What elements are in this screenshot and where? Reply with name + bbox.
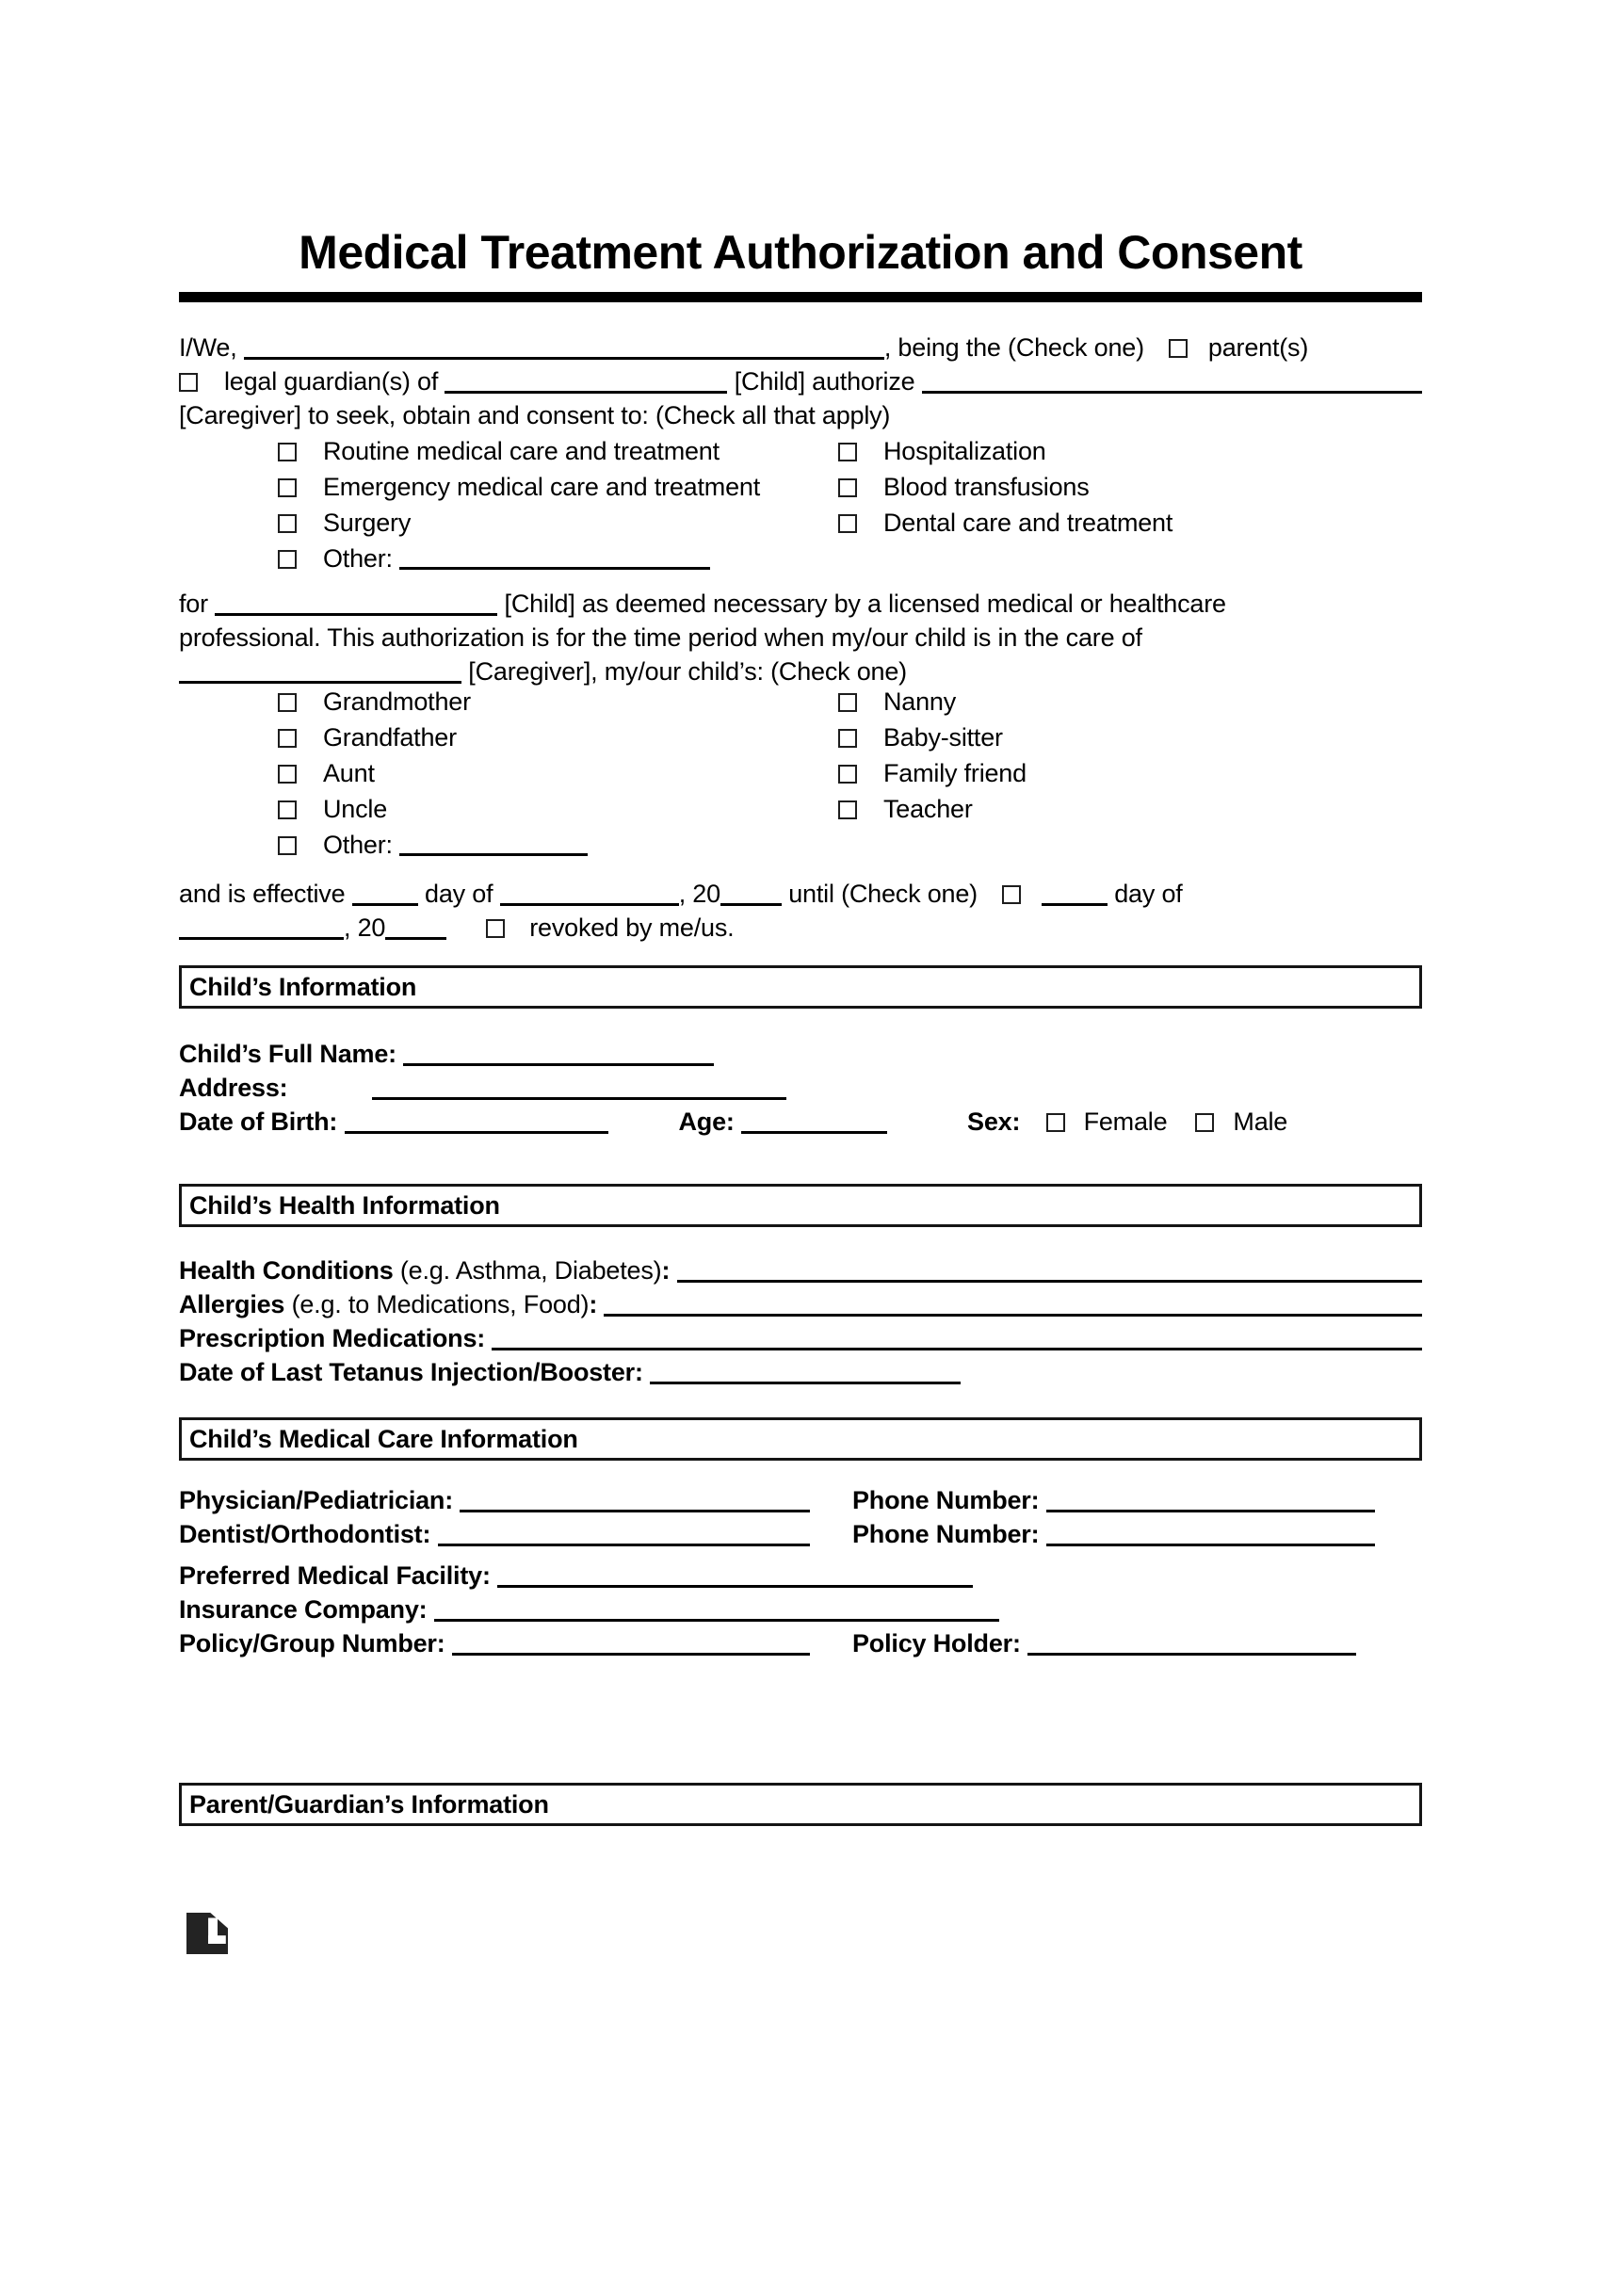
for-word: for xyxy=(179,590,216,618)
dentist-phone-group xyxy=(852,1517,1422,1551)
checkbox-dental-care[interactable] xyxy=(838,514,857,533)
address-label: Address: xyxy=(179,1074,288,1102)
policy-holder-blank[interactable] xyxy=(1027,1634,1356,1656)
dentist-row xyxy=(179,1517,1422,1551)
checkbox-surgery[interactable] xyxy=(278,514,297,533)
checkbox-male[interactable] xyxy=(1195,1113,1214,1132)
physician-group xyxy=(179,1483,852,1517)
checkbox-nanny[interactable] xyxy=(838,693,857,712)
consent-empty-cell xyxy=(838,547,1422,570)
facility-row xyxy=(179,1559,1422,1593)
medications-label: Prescription Medications: xyxy=(179,1324,493,1352)
blood-transfusions-label: Blood transfusions xyxy=(883,473,1090,501)
page-title: Medical Treatment Authorization and Consent xyxy=(299,226,1302,279)
relation-empty-cell xyxy=(838,833,1422,856)
checkbox-revoked[interactable] xyxy=(486,919,505,938)
effective-text: and is effective xyxy=(179,880,352,908)
dentist-label: Dentist/Orthodontist: xyxy=(179,1520,438,1548)
physician-phone-group xyxy=(852,1483,1422,1517)
effective-month-blank[interactable] xyxy=(500,884,679,906)
until-year-blank[interactable] xyxy=(385,918,446,940)
checkbox-legal-guardians[interactable] xyxy=(179,373,198,392)
intro-line-1 xyxy=(179,331,1422,364)
hospitalization-label: Hospitalization xyxy=(883,437,1046,465)
checkbox-family-friend[interactable] xyxy=(838,765,857,784)
legal-templates-logo xyxy=(186,1913,228,1954)
effective-year-blank[interactable] xyxy=(720,884,782,906)
caregiver-consent-text: [Caregiver] to seek, obtain and consent to: (Check all that apply) xyxy=(179,401,891,429)
policy-holder-group xyxy=(852,1626,1422,1660)
for-line-3 xyxy=(179,655,1422,688)
tetanus-blank[interactable] xyxy=(650,1363,961,1384)
footer-logo-container xyxy=(186,1913,1422,1961)
checkbox-emergency-care[interactable] xyxy=(278,478,297,497)
allergies-label: Allergies xyxy=(179,1290,285,1318)
dentist-blank[interactable] xyxy=(438,1525,810,1546)
medical-care-header-label: Child’s Medical Care Information xyxy=(189,1424,578,1453)
allergies-row xyxy=(179,1287,1422,1321)
relation-grandmother xyxy=(278,687,838,716)
policy-row xyxy=(179,1626,1422,1660)
parent-names-blank[interactable] xyxy=(244,338,884,360)
grandmother-label: Grandmother xyxy=(323,687,471,716)
dentist-phone-blank[interactable] xyxy=(1046,1525,1375,1546)
age-label: Age: xyxy=(678,1108,742,1136)
effective-paragraph xyxy=(179,877,1422,945)
health-info-fields xyxy=(179,1253,1422,1389)
policy-number-group xyxy=(179,1626,852,1660)
health-conditions-row xyxy=(179,1253,1422,1287)
effective-line-1 xyxy=(179,877,1422,911)
physician-phone-blank[interactable] xyxy=(1046,1491,1375,1512)
medications-blank[interactable] xyxy=(492,1329,1422,1350)
relation-grandfather xyxy=(278,723,838,752)
dental-care-label: Dental care and treatment xyxy=(883,509,1173,537)
checkbox-babysitter[interactable] xyxy=(838,729,857,748)
consent-option-routine xyxy=(278,437,838,465)
babysitter-label: Baby-sitter xyxy=(883,723,1003,752)
section-header-medical-care xyxy=(179,1417,1422,1461)
physician-row xyxy=(179,1483,1422,1517)
tetanus-label: Date of Last Tetanus Injection/Booster: xyxy=(179,1358,651,1386)
relation-babysitter xyxy=(838,723,1422,752)
intro-line-3 xyxy=(179,398,1422,432)
for-line3-text: [Caregiver], my/our child’s: (Check one) xyxy=(461,657,907,686)
dentist-phone-label: Phone Number: xyxy=(852,1520,1046,1548)
relation-family-friend xyxy=(838,759,1422,787)
intro-iwe-text: I/We, xyxy=(179,333,244,362)
child-authorize-text: [Child] authorize xyxy=(727,367,922,396)
facility-blank[interactable] xyxy=(497,1566,973,1588)
effective-line-2 xyxy=(179,911,1422,945)
insurance-blank[interactable] xyxy=(434,1600,999,1622)
intro-line-2 xyxy=(179,364,1422,398)
consent-option-surgery xyxy=(278,509,838,537)
relation-aunt xyxy=(278,759,838,787)
policy-holder-label: Policy Holder: xyxy=(852,1629,1028,1657)
checkbox-grandfather[interactable] xyxy=(278,729,297,748)
facility-label: Preferred Medical Facility: xyxy=(179,1561,498,1590)
dob-row xyxy=(179,1105,1422,1139)
policy-number-label: Policy/Group Number: xyxy=(179,1629,452,1657)
emergency-care-label: Emergency medical care and treatment xyxy=(323,473,761,501)
checkbox-until-date[interactable] xyxy=(1002,885,1021,904)
address-blank[interactable] xyxy=(372,1078,786,1100)
consent-other-blank[interactable] xyxy=(399,548,710,570)
relation-nanny xyxy=(838,687,1422,716)
section-header-child-info xyxy=(179,965,1422,1009)
tetanus-row xyxy=(179,1355,1422,1389)
physician-label: Physician/Pediatrician: xyxy=(179,1486,461,1514)
section-header-parent-info xyxy=(179,1783,1422,1826)
consent-option-dental xyxy=(838,509,1422,537)
for-child-name-blank[interactable] xyxy=(215,594,497,616)
uncle-label: Uncle xyxy=(323,795,388,823)
section-header-health-info xyxy=(179,1184,1422,1227)
for-line-2 xyxy=(179,621,1422,655)
checkbox-grandmother[interactable] xyxy=(278,693,297,712)
consent-option-other xyxy=(278,544,838,573)
relation-uncle xyxy=(278,795,838,823)
comma-20-text-1: , 20 xyxy=(678,880,720,908)
consent-option-blood xyxy=(838,473,1422,501)
intro-paragraph xyxy=(179,331,1422,432)
health-conditions-colon: : xyxy=(661,1256,677,1285)
until-month-blank[interactable] xyxy=(179,918,344,940)
consent-option-hospitalization xyxy=(838,437,1422,465)
relations-list xyxy=(278,687,1422,859)
parents-option-label: parent(s) xyxy=(1207,333,1309,362)
checkbox-relation-other[interactable] xyxy=(278,836,297,855)
checkbox-aunt[interactable] xyxy=(278,765,297,784)
physician-blank[interactable] xyxy=(460,1491,810,1512)
checkbox-parents[interactable] xyxy=(1169,339,1188,358)
grandfather-label: Grandfather xyxy=(323,723,457,752)
checkbox-hospitalization[interactable] xyxy=(838,443,857,461)
checkbox-teacher[interactable] xyxy=(838,800,857,819)
until-text: until (Check one) xyxy=(781,880,978,908)
parent-info-header-label: Parent/Guardian’s Information xyxy=(189,1789,549,1819)
consent-options-list xyxy=(278,437,1422,573)
aunt-label: Aunt xyxy=(323,759,375,787)
relation-other-blank[interactable] xyxy=(399,834,588,856)
child-info-fields xyxy=(179,1037,1422,1139)
allergies-colon: : xyxy=(589,1290,605,1318)
effective-day-blank[interactable] xyxy=(352,884,418,906)
title-rule xyxy=(179,292,1422,302)
comma-20-text-2: , 20 xyxy=(344,914,386,942)
checkbox-blood-transfusions[interactable] xyxy=(838,478,857,497)
nanny-label: Nanny xyxy=(883,687,957,716)
dentist-group xyxy=(179,1517,852,1551)
policy-number-blank[interactable] xyxy=(452,1634,810,1656)
child-name-blank[interactable] xyxy=(445,372,727,394)
revoked-label: revoked by me/us. xyxy=(529,914,735,942)
health-conditions-blank[interactable] xyxy=(677,1261,1422,1283)
checkbox-female[interactable] xyxy=(1046,1113,1065,1132)
address-row xyxy=(179,1071,1422,1105)
document-page xyxy=(0,224,1601,2296)
relation-other-label: Other: xyxy=(323,831,400,859)
checkbox-routine-care[interactable] xyxy=(278,443,297,461)
health-conditions-hint: (e.g. Asthma, Diabetes) xyxy=(393,1256,662,1285)
sex-label: Sex: xyxy=(967,1108,1027,1136)
health-info-header-label: Child’s Health Information xyxy=(189,1190,500,1220)
day-of-text-2: day of xyxy=(1107,880,1183,908)
child-info-header-label: Child’s Information xyxy=(189,972,417,1001)
intro-being-text: , being the (Check one) xyxy=(883,333,1144,362)
checkbox-consent-other[interactable] xyxy=(278,550,297,569)
for-child-paragraph xyxy=(179,587,1422,688)
allergies-blank[interactable] xyxy=(604,1295,1422,1317)
age-blank[interactable] xyxy=(741,1112,887,1134)
checkbox-uncle[interactable] xyxy=(278,800,297,819)
caregiver-name-blank[interactable] xyxy=(922,372,1422,394)
medications-row xyxy=(179,1321,1422,1355)
insurance-label: Insurance Company: xyxy=(179,1595,434,1624)
relation-teacher xyxy=(838,795,1422,823)
physician-phone-label: Phone Number: xyxy=(852,1486,1046,1514)
surgery-label: Surgery xyxy=(323,509,412,537)
full-name-label: Child’s Full Name: xyxy=(179,1040,404,1068)
allergies-hint: (e.g. to Medications, Food) xyxy=(284,1290,590,1318)
relation-other xyxy=(278,831,838,859)
dob-blank[interactable] xyxy=(345,1112,608,1134)
dob-label: Date of Birth: xyxy=(179,1108,345,1136)
consent-other-label: Other: xyxy=(323,544,400,573)
family-friend-label: Family friend xyxy=(883,759,1027,787)
until-day-blank[interactable] xyxy=(1042,884,1108,906)
full-name-blank[interactable] xyxy=(403,1044,714,1066)
teacher-label: Teacher xyxy=(883,795,973,823)
for-line-1 xyxy=(179,587,1422,621)
female-label: Female xyxy=(1083,1108,1168,1136)
medical-care-fields xyxy=(179,1483,1422,1660)
day-of-text-1: day of xyxy=(417,880,500,908)
consent-option-emergency xyxy=(278,473,838,501)
health-conditions-label: Health Conditions xyxy=(179,1256,394,1285)
for-line1-text: [Child] as deemed necessary by a licensed medical or healthcare xyxy=(497,590,1226,618)
insurance-row xyxy=(179,1593,1422,1626)
legal-guardians-option-label: legal guardian(s) of xyxy=(224,367,445,396)
male-label: Male xyxy=(1233,1108,1288,1136)
for-line2-text: professional. This authorization is for the time period when my/our child is in the care of xyxy=(179,623,1142,652)
routine-care-label: Routine medical care and treatment xyxy=(323,437,720,465)
full-name-row xyxy=(179,1037,1422,1071)
care-caregiver-blank[interactable] xyxy=(179,662,461,684)
